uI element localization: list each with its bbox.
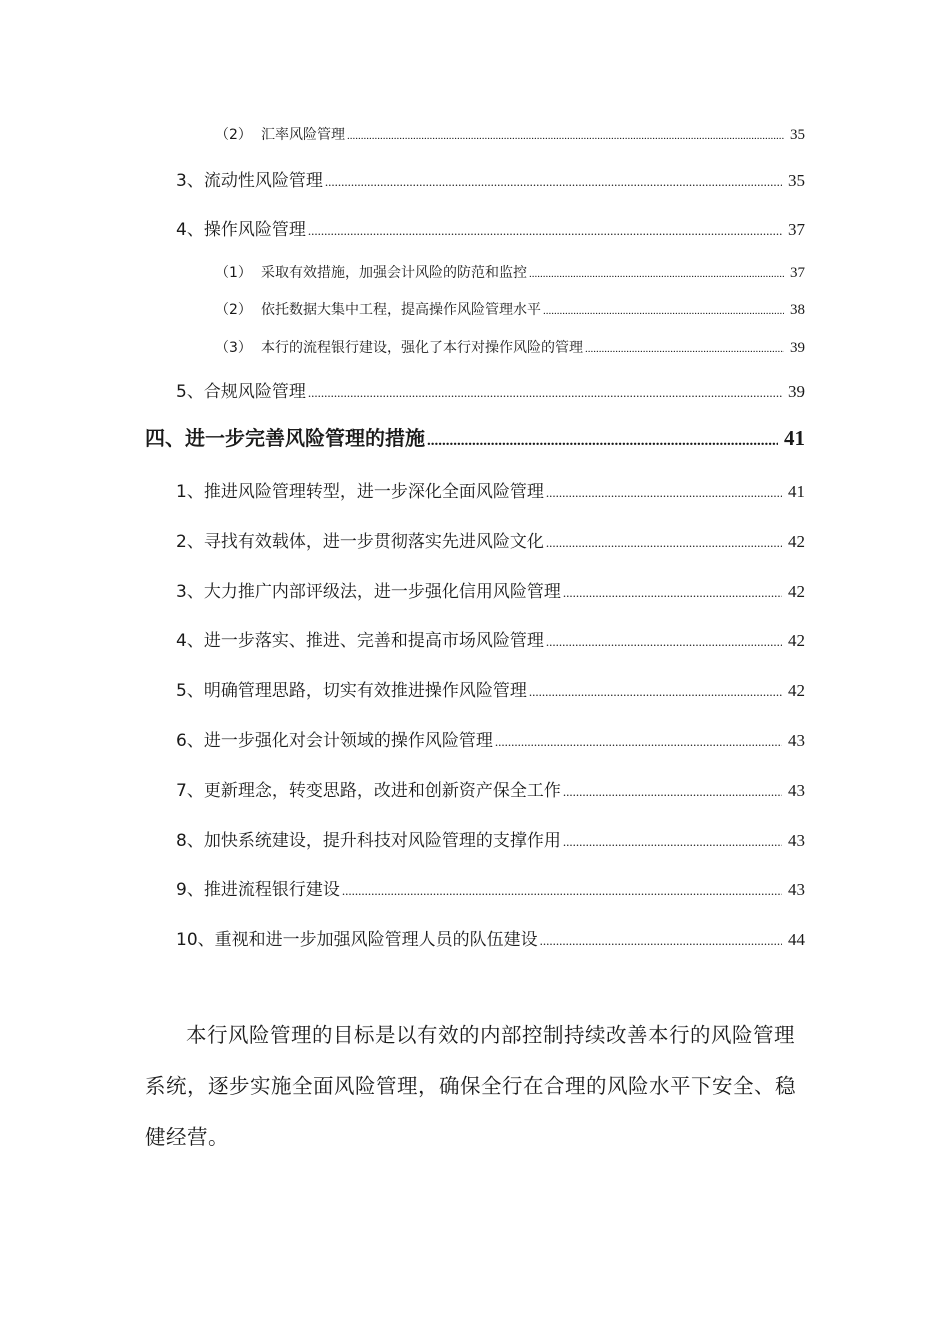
toc-number: 5、	[176, 681, 204, 701]
toc-label: 更新理念，转变思路，改进和创新资产保全工作	[203, 781, 561, 801]
toc-page-number: 35	[790, 127, 805, 143]
toc-page-number: 41	[784, 426, 805, 450]
toc-label: 进一步强化对会计领域的操作风险管理	[203, 731, 493, 751]
toc-label: 大力推广内部评级法，进一步强化信用风险管理	[203, 582, 561, 602]
dot-leader	[342, 883, 782, 899]
dot-leader	[308, 385, 782, 401]
toc-page-number: 43	[788, 731, 805, 750]
toc-number: 1、	[176, 482, 204, 502]
dot-leader	[308, 223, 782, 239]
toc-number: （3）	[215, 340, 252, 356]
toc-entry[interactable]	[176, 776, 805, 801]
toc-label: 进一步完善风险管理的措施	[185, 426, 425, 450]
toc-page-number: 37	[790, 265, 805, 281]
toc-number: 四、	[145, 426, 185, 450]
toc-label: 流动性风险管理	[203, 171, 323, 191]
toc-entry[interactable]	[176, 477, 805, 502]
toc-page-number: 38	[790, 302, 805, 318]
dot-leader	[543, 305, 784, 317]
toc-entry[interactable]	[176, 925, 805, 950]
dot-leader	[563, 834, 782, 850]
toc-number: 2、	[176, 532, 204, 552]
toc-chapter-entry[interactable]	[145, 422, 805, 451]
toc-label: 重视和进一步加强风险管理人员的队伍建设	[214, 930, 538, 950]
toc-page-number: 42	[788, 582, 805, 601]
toc-number: 3、	[176, 582, 204, 602]
toc-label: 寻找有效载体，进一步贯彻落实先进风险文化	[203, 532, 544, 552]
toc-number: 7、	[176, 781, 204, 801]
toc-entry[interactable]	[176, 626, 805, 651]
toc-entry[interactable]	[215, 262, 805, 282]
toc-entry[interactable]	[176, 215, 805, 240]
dot-leader	[546, 485, 782, 501]
toc-page-number: 41	[788, 482, 805, 501]
toc-number: 6、	[176, 731, 204, 751]
toc-label: 加快系统建设，提升科技对风险管理的支撑作用	[203, 831, 561, 851]
toc-number: （2）	[215, 127, 252, 143]
toc-entry[interactable]	[176, 377, 805, 402]
intro-paragraph: 本行风险管理的目标是以有效的内部控制持续改善本行的风险管理系统，逐步实施全面风险管理，确保全行在合理的风险水平下安全、稳健经营。	[145, 1023, 796, 1149]
toc-entry[interactable]	[176, 676, 805, 701]
dot-leader	[546, 535, 782, 551]
toc-entry[interactable]	[176, 166, 805, 191]
dot-leader	[563, 585, 782, 601]
toc-label: 推进流程银行建设	[203, 880, 340, 900]
toc-page-number: 37	[788, 220, 805, 239]
toc-number: （2）	[215, 302, 252, 318]
dot-leader	[325, 174, 782, 190]
toc-page-number: 35	[788, 171, 805, 190]
toc-label: 汇率风险管理	[261, 127, 345, 143]
toc-page-number: 39	[788, 382, 805, 401]
toc-number: （1）	[215, 265, 252, 281]
toc-entry[interactable]	[215, 124, 805, 144]
toc-entry[interactable]	[215, 299, 805, 319]
dot-leader	[495, 734, 782, 750]
dot-leader	[347, 130, 784, 142]
toc-page-number: 42	[788, 631, 805, 650]
toc-number: 4、	[176, 631, 204, 651]
toc-page-number: 39	[790, 340, 805, 356]
toc-number: 10、	[176, 930, 215, 950]
toc-entry[interactable]	[176, 875, 805, 900]
dot-leader	[529, 684, 782, 700]
toc-page-number: 44	[788, 930, 805, 949]
toc-number: 3、	[176, 171, 204, 191]
dot-leader	[427, 433, 778, 450]
toc-entry[interactable]	[176, 826, 805, 851]
toc-number: 8、	[176, 831, 204, 851]
dot-leader	[563, 784, 782, 800]
toc-label: 合规风险管理	[203, 382, 306, 402]
toc-entry[interactable]	[215, 337, 805, 357]
toc-entry[interactable]	[176, 577, 805, 602]
dot-leader	[529, 268, 784, 280]
toc-label: 依托数据大集中工程，提高操作风险管理水平	[261, 302, 541, 318]
toc-number: 9、	[176, 880, 204, 900]
toc-label: 进一步落实、推进、完善和提高市场风险管理	[203, 631, 544, 651]
toc-label: 采取有效措施，加强会计风险的防范和监控	[261, 265, 527, 281]
toc-number: 5、	[176, 382, 204, 402]
toc-label: 操作风险管理	[203, 220, 306, 240]
toc-entry[interactable]	[176, 726, 805, 751]
dot-leader	[540, 933, 782, 949]
toc-page-number: 43	[788, 831, 805, 850]
toc-label: 明确管理思路，切实有效推进操作风险管理	[203, 681, 527, 701]
dot-leader	[546, 634, 782, 650]
toc-label: 本行的流程银行建设，强化了本行对操作风险的管理	[261, 340, 583, 356]
toc-entry[interactable]	[176, 527, 805, 552]
toc-label: 推进风险管理转型，进一步深化全面风险管理	[203, 482, 544, 502]
toc-number: 4、	[176, 220, 204, 240]
toc-page-number: 43	[788, 781, 805, 800]
toc-page-number: 42	[788, 532, 805, 551]
toc-page-number: 43	[788, 880, 805, 899]
dot-leader	[585, 343, 784, 355]
toc-page-number: 42	[788, 681, 805, 700]
